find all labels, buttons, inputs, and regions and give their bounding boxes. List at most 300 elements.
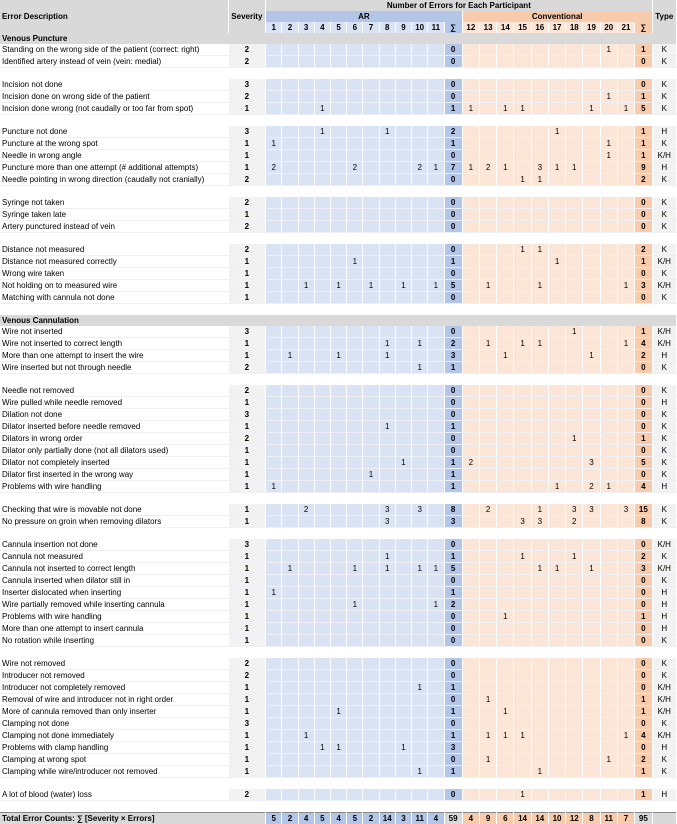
conventional-error-count — [600, 718, 617, 730]
conventional-error-count — [479, 539, 496, 551]
table-row — [0, 730, 677, 742]
conventional-error-count — [583, 575, 600, 587]
table-row — [0, 433, 677, 445]
ar-error-count — [412, 670, 428, 682]
group-spacer — [0, 647, 677, 659]
error-type: K — [652, 457, 676, 469]
ar-error-count — [298, 292, 314, 304]
conventional-error-count — [462, 91, 479, 103]
conventional-error-count — [617, 385, 634, 397]
conventional-error-count — [514, 138, 531, 150]
ar-error-count — [330, 587, 346, 599]
ar-error-count — [428, 209, 444, 221]
ar-error-count — [363, 457, 379, 469]
error-description: Wire pulled while needle removed — [0, 397, 228, 409]
ar-error-count — [412, 623, 428, 635]
header-participant-col: 16 — [531, 22, 548, 33]
ar-error-count — [298, 611, 314, 623]
ar-total-value: 2 — [363, 813, 379, 824]
conventional-error-count — [548, 150, 565, 162]
conventional-error-count — [548, 539, 565, 551]
error-description: Needle not removed — [0, 385, 228, 397]
conventional-error-count — [600, 682, 617, 694]
group-spacer — [0, 528, 677, 540]
ar-error-count — [298, 551, 314, 563]
conventional-error-count — [497, 599, 514, 611]
conventional-sum-value: 4 — [635, 730, 652, 742]
conventional-error-count — [497, 397, 514, 409]
ar-error-count — [314, 611, 330, 623]
ar-sum-value: 0 — [444, 433, 462, 445]
ar-error-count — [314, 197, 330, 209]
error-type: K — [652, 91, 676, 103]
ar-error-count: 1 — [395, 742, 411, 754]
ar-error-count — [282, 397, 298, 409]
ar-error-count — [363, 658, 379, 670]
ar-sum-value: 5 — [444, 280, 462, 292]
conventional-error-count — [531, 742, 548, 754]
ar-error-count — [412, 421, 428, 433]
ar-error-count — [266, 44, 282, 56]
table-row — [0, 635, 677, 647]
ar-error-count — [266, 718, 282, 730]
severity-value: 1 — [228, 421, 266, 433]
ar-error-count — [363, 79, 379, 91]
header-participant-col: 15 — [514, 22, 531, 33]
ar-error-count — [428, 221, 444, 233]
error-type: K — [652, 79, 676, 91]
ar-error-count — [428, 575, 444, 587]
ar-error-count — [282, 730, 298, 742]
conventional-error-count — [497, 150, 514, 162]
ar-error-count — [363, 362, 379, 374]
error-type: K — [652, 44, 676, 56]
conventional-error-count — [566, 789, 583, 801]
conventional-error-count — [479, 611, 496, 623]
ar-error-count — [428, 481, 444, 493]
ar-error-count — [412, 658, 428, 670]
ar-error-count — [330, 539, 346, 551]
conventional-error-count — [479, 742, 496, 754]
conventional-error-count — [497, 504, 514, 516]
ar-error-count — [282, 658, 298, 670]
ar-sum-value: 1 — [444, 469, 462, 481]
conventional-sum-value: 0 — [635, 623, 652, 635]
conventional-error-count — [600, 587, 617, 599]
ar-error-count: 1 — [428, 599, 444, 611]
conventional-error-count — [514, 718, 531, 730]
conventional-error-count — [479, 457, 496, 469]
conventional-error-count — [479, 718, 496, 730]
error-type: K — [652, 138, 676, 150]
conventional-error-count — [531, 445, 548, 457]
ar-error-count — [379, 150, 395, 162]
conventional-sum-value: 1 — [635, 766, 652, 778]
conventional-error-count — [531, 91, 548, 103]
ar-error-count — [266, 623, 282, 635]
ar-error-count — [330, 457, 346, 469]
ar-error-count: 1 — [412, 362, 428, 374]
conventional-error-count — [617, 292, 634, 304]
error-description: Dilator inserted before needle removed — [0, 421, 228, 433]
conventional-sum-value: 0 — [635, 409, 652, 421]
conventional-error-count — [497, 658, 514, 670]
ar-sum-value: 1 — [444, 481, 462, 493]
conventional-error-count — [514, 268, 531, 280]
ar-total-value: 59 — [444, 813, 462, 824]
ar-error-count — [412, 551, 428, 563]
conventional-error-count — [514, 150, 531, 162]
severity-value: 1 — [228, 397, 266, 409]
header-participant-col: 19 — [583, 22, 600, 33]
ar-error-count — [428, 706, 444, 718]
conventional-total-value: 12 — [566, 813, 583, 824]
conventional-sum-value: 3 — [635, 563, 652, 575]
ar-error-count: 3 — [412, 504, 428, 516]
ar-error-count — [330, 221, 346, 233]
ar-error-count — [314, 56, 330, 68]
conventional-total-value: 7 — [617, 813, 634, 824]
conventional-error-count — [566, 635, 583, 647]
ar-error-count — [395, 539, 411, 551]
ar-error-count — [282, 44, 298, 56]
ar-error-count — [330, 421, 346, 433]
error-description: Wrong wire taken — [0, 268, 228, 280]
header-participant-col: 12 — [462, 22, 479, 33]
ar-error-count — [266, 754, 282, 766]
ar-error-count — [330, 754, 346, 766]
conventional-error-count — [583, 197, 600, 209]
ar-error-count — [314, 162, 330, 174]
conventional-error-count — [583, 338, 600, 350]
conventional-error-count — [583, 682, 600, 694]
conventional-error-count — [479, 551, 496, 563]
conventional-error-count — [514, 326, 531, 338]
ar-error-count — [379, 706, 395, 718]
conventional-error-count — [531, 44, 548, 56]
table-row — [0, 789, 677, 801]
conventional-error-count — [600, 103, 617, 115]
ar-error-count — [347, 789, 363, 801]
ar-sum-value: 0 — [444, 174, 462, 186]
severity-value: 1 — [228, 138, 266, 150]
ar-error-count — [428, 91, 444, 103]
conventional-error-count: 1 — [548, 162, 565, 174]
ar-error-count — [428, 445, 444, 457]
conventional-error-count — [548, 516, 565, 528]
ar-error-count — [330, 433, 346, 445]
conventional-error-count — [497, 421, 514, 433]
header-participant-col: 3 — [298, 22, 314, 33]
ar-error-count — [428, 256, 444, 268]
conventional-error-count — [514, 409, 531, 421]
ar-error-count — [412, 635, 428, 647]
ar-error-count — [347, 742, 363, 754]
error-type: K — [652, 103, 676, 115]
error-type: K — [652, 244, 676, 256]
ar-error-count — [363, 338, 379, 350]
table-row — [0, 79, 677, 91]
ar-error-count — [282, 209, 298, 221]
ar-sum-value: 1 — [444, 766, 462, 778]
ar-error-count — [298, 623, 314, 635]
ar-error-count — [428, 397, 444, 409]
ar-error-count — [428, 742, 444, 754]
conventional-error-count — [583, 551, 600, 563]
conventional-error-count: 1 — [531, 338, 548, 350]
conventional-error-count — [600, 563, 617, 575]
conventional-error-count — [617, 445, 634, 457]
ar-error-count — [412, 197, 428, 209]
conventional-error-count: 1 — [497, 103, 514, 115]
ar-error-count — [412, 256, 428, 268]
ar-error-count — [282, 682, 298, 694]
ar-error-count — [428, 516, 444, 528]
conventional-error-count — [600, 694, 617, 706]
ar-error-count — [412, 789, 428, 801]
conventional-error-count: 3 — [617, 504, 634, 516]
ar-error-count — [412, 280, 428, 292]
ar-error-count — [266, 338, 282, 350]
ar-error-count — [363, 623, 379, 635]
severity-value: 1 — [228, 162, 266, 174]
conventional-error-count — [600, 126, 617, 138]
conventional-error-count — [531, 635, 548, 647]
ar-error-count — [363, 91, 379, 103]
conventional-error-count — [479, 516, 496, 528]
ar-error-count — [298, 789, 314, 801]
ar-error-count — [347, 754, 363, 766]
conventional-error-count — [514, 397, 531, 409]
ar-error-count — [379, 718, 395, 730]
conventional-error-count — [583, 670, 600, 682]
conventional-error-count — [566, 362, 583, 374]
ar-error-count — [428, 174, 444, 186]
conventional-error-count — [514, 682, 531, 694]
ar-error-count — [428, 694, 444, 706]
severity-value: 1 — [228, 563, 266, 575]
ar-error-count — [330, 56, 346, 68]
header-number-of-errors: Number of Errors for Each Participant — [266, 0, 652, 11]
conventional-error-count — [497, 469, 514, 481]
conventional-sum-value: 4 — [635, 481, 652, 493]
conventional-error-count — [479, 197, 496, 209]
conventional-error-count: 1 — [531, 563, 548, 575]
conventional-error-count — [479, 221, 496, 233]
conventional-error-count: 1 — [531, 280, 548, 292]
conventional-error-count: 1 — [531, 766, 548, 778]
conventional-error-count — [479, 706, 496, 718]
conventional-error-count — [531, 209, 548, 221]
ar-error-count — [363, 433, 379, 445]
ar-error-count — [395, 268, 411, 280]
conventional-error-count — [497, 256, 514, 268]
ar-error-count — [428, 338, 444, 350]
error-description: Standing on the wrong side of the patient (correct: right) — [0, 44, 228, 56]
ar-error-count — [379, 397, 395, 409]
ar-error-count — [428, 457, 444, 469]
error-type: K — [652, 174, 676, 186]
conventional-error-count — [600, 706, 617, 718]
ar-error-count — [428, 587, 444, 599]
ar-error-count — [395, 789, 411, 801]
severity-value: 2 — [228, 244, 266, 256]
ar-error-count — [314, 445, 330, 457]
ar-error-count: 1 — [330, 280, 346, 292]
conventional-error-count — [462, 433, 479, 445]
conventional-error-count — [497, 338, 514, 350]
ar-error-count — [298, 350, 314, 362]
ar-error-count — [347, 421, 363, 433]
error-type: H — [652, 587, 676, 599]
conventional-error-count — [617, 469, 634, 481]
ar-error-count — [298, 162, 314, 174]
ar-sum-value: 8 — [444, 504, 462, 516]
conventional-error-count — [514, 706, 531, 718]
ar-error-count — [266, 433, 282, 445]
ar-error-count: 1 — [379, 551, 395, 563]
conventional-error-count — [548, 91, 565, 103]
table-row — [0, 587, 677, 599]
conventional-total-value: 95 — [635, 813, 652, 824]
ar-error-count — [347, 575, 363, 587]
severity-value: 1 — [228, 611, 266, 623]
error-description: Removal of wire and introducer not in right order — [0, 694, 228, 706]
conventional-error-count — [479, 658, 496, 670]
conventional-error-count — [600, 397, 617, 409]
header-participant-col: 11 — [428, 22, 444, 33]
ar-error-count: 1 — [379, 563, 395, 575]
ar-error-count — [282, 326, 298, 338]
ar-sum-value: 0 — [444, 221, 462, 233]
conventional-error-count — [497, 126, 514, 138]
ar-error-count — [298, 481, 314, 493]
conventional-error-count — [583, 56, 600, 68]
conventional-error-count — [514, 126, 531, 138]
conventional-error-count — [600, 611, 617, 623]
conventional-error-count — [531, 682, 548, 694]
error-type: H — [652, 789, 676, 801]
conventional-error-count — [583, 79, 600, 91]
ar-error-count — [428, 268, 444, 280]
ar-error-count — [347, 504, 363, 516]
ar-error-count — [412, 409, 428, 421]
conventional-error-count — [462, 469, 479, 481]
ar-sum-value: 1 — [444, 587, 462, 599]
table-row — [0, 469, 677, 481]
conventional-error-count — [548, 138, 565, 150]
ar-sum-value: 0 — [444, 209, 462, 221]
ar-error-count: 1 — [412, 563, 428, 575]
ar-error-count — [428, 504, 444, 516]
conventional-error-count — [583, 409, 600, 421]
table-row — [0, 504, 677, 516]
conventional-error-count — [600, 789, 617, 801]
table-row — [0, 409, 677, 421]
conventional-error-count — [548, 221, 565, 233]
ar-error-count — [379, 658, 395, 670]
ar-error-count — [298, 469, 314, 481]
ar-error-count — [412, 730, 428, 742]
ar-error-count — [363, 539, 379, 551]
conventional-sum-value: 0 — [635, 658, 652, 670]
ar-error-count — [395, 718, 411, 730]
ar-error-count: 2 — [412, 162, 428, 174]
conventional-error-count — [514, 623, 531, 635]
ar-error-count — [298, 409, 314, 421]
error-description: Checking that wire is movable not done — [0, 504, 228, 516]
conventional-error-count — [531, 599, 548, 611]
conventional-sum-value: 1 — [635, 126, 652, 138]
conventional-error-count — [497, 623, 514, 635]
conventional-error-count — [583, 221, 600, 233]
conventional-error-count — [548, 754, 565, 766]
ar-error-count: 1 — [395, 280, 411, 292]
conventional-error-count — [548, 56, 565, 68]
table-row — [0, 742, 677, 754]
ar-error-count — [266, 706, 282, 718]
ar-error-count — [395, 635, 411, 647]
ar-error-count — [395, 516, 411, 528]
ar-error-count — [314, 209, 330, 221]
ar-error-count — [266, 244, 282, 256]
ar-total-value: 3 — [395, 813, 411, 824]
conventional-error-count — [531, 754, 548, 766]
conventional-error-count — [548, 587, 565, 599]
conventional-error-count — [514, 445, 531, 457]
ar-error-count — [379, 91, 395, 103]
severity-value: 3 — [228, 409, 266, 421]
ar-error-count — [428, 292, 444, 304]
ar-error-count — [282, 103, 298, 115]
conventional-error-count: 3 — [531, 516, 548, 528]
ar-error-count — [428, 103, 444, 115]
ar-error-count — [314, 326, 330, 338]
ar-sum-value: 0 — [444, 292, 462, 304]
severity-value: 1 — [228, 682, 266, 694]
conventional-error-count — [531, 706, 548, 718]
ar-error-count — [363, 326, 379, 338]
conventional-error-count — [617, 397, 634, 409]
conventional-error-count — [548, 174, 565, 186]
conventional-error-count — [566, 91, 583, 103]
ar-error-count — [314, 718, 330, 730]
ar-error-count — [363, 244, 379, 256]
ar-error-count — [395, 504, 411, 516]
ar-error-count — [395, 126, 411, 138]
table-row — [0, 539, 677, 551]
conventional-error-count — [531, 718, 548, 730]
conventional-error-count — [617, 56, 634, 68]
conventional-sum-value: 15 — [635, 504, 652, 516]
ar-sum-value: 0 — [444, 385, 462, 397]
ar-error-count — [363, 682, 379, 694]
conventional-error-count — [617, 126, 634, 138]
section-title: Venous Puncture — [0, 33, 677, 44]
ar-sum-value: 0 — [444, 268, 462, 280]
ar-sum-value: 0 — [444, 670, 462, 682]
ar-error-count — [298, 457, 314, 469]
ar-error-count: 1 — [298, 730, 314, 742]
ar-error-count — [347, 551, 363, 563]
conventional-error-count — [514, 670, 531, 682]
conventional-error-count — [497, 433, 514, 445]
ar-error-count: 1 — [363, 469, 379, 481]
ar-error-count — [330, 469, 346, 481]
conventional-error-count — [548, 44, 565, 56]
ar-error-count — [379, 209, 395, 221]
conventional-error-count — [566, 409, 583, 421]
